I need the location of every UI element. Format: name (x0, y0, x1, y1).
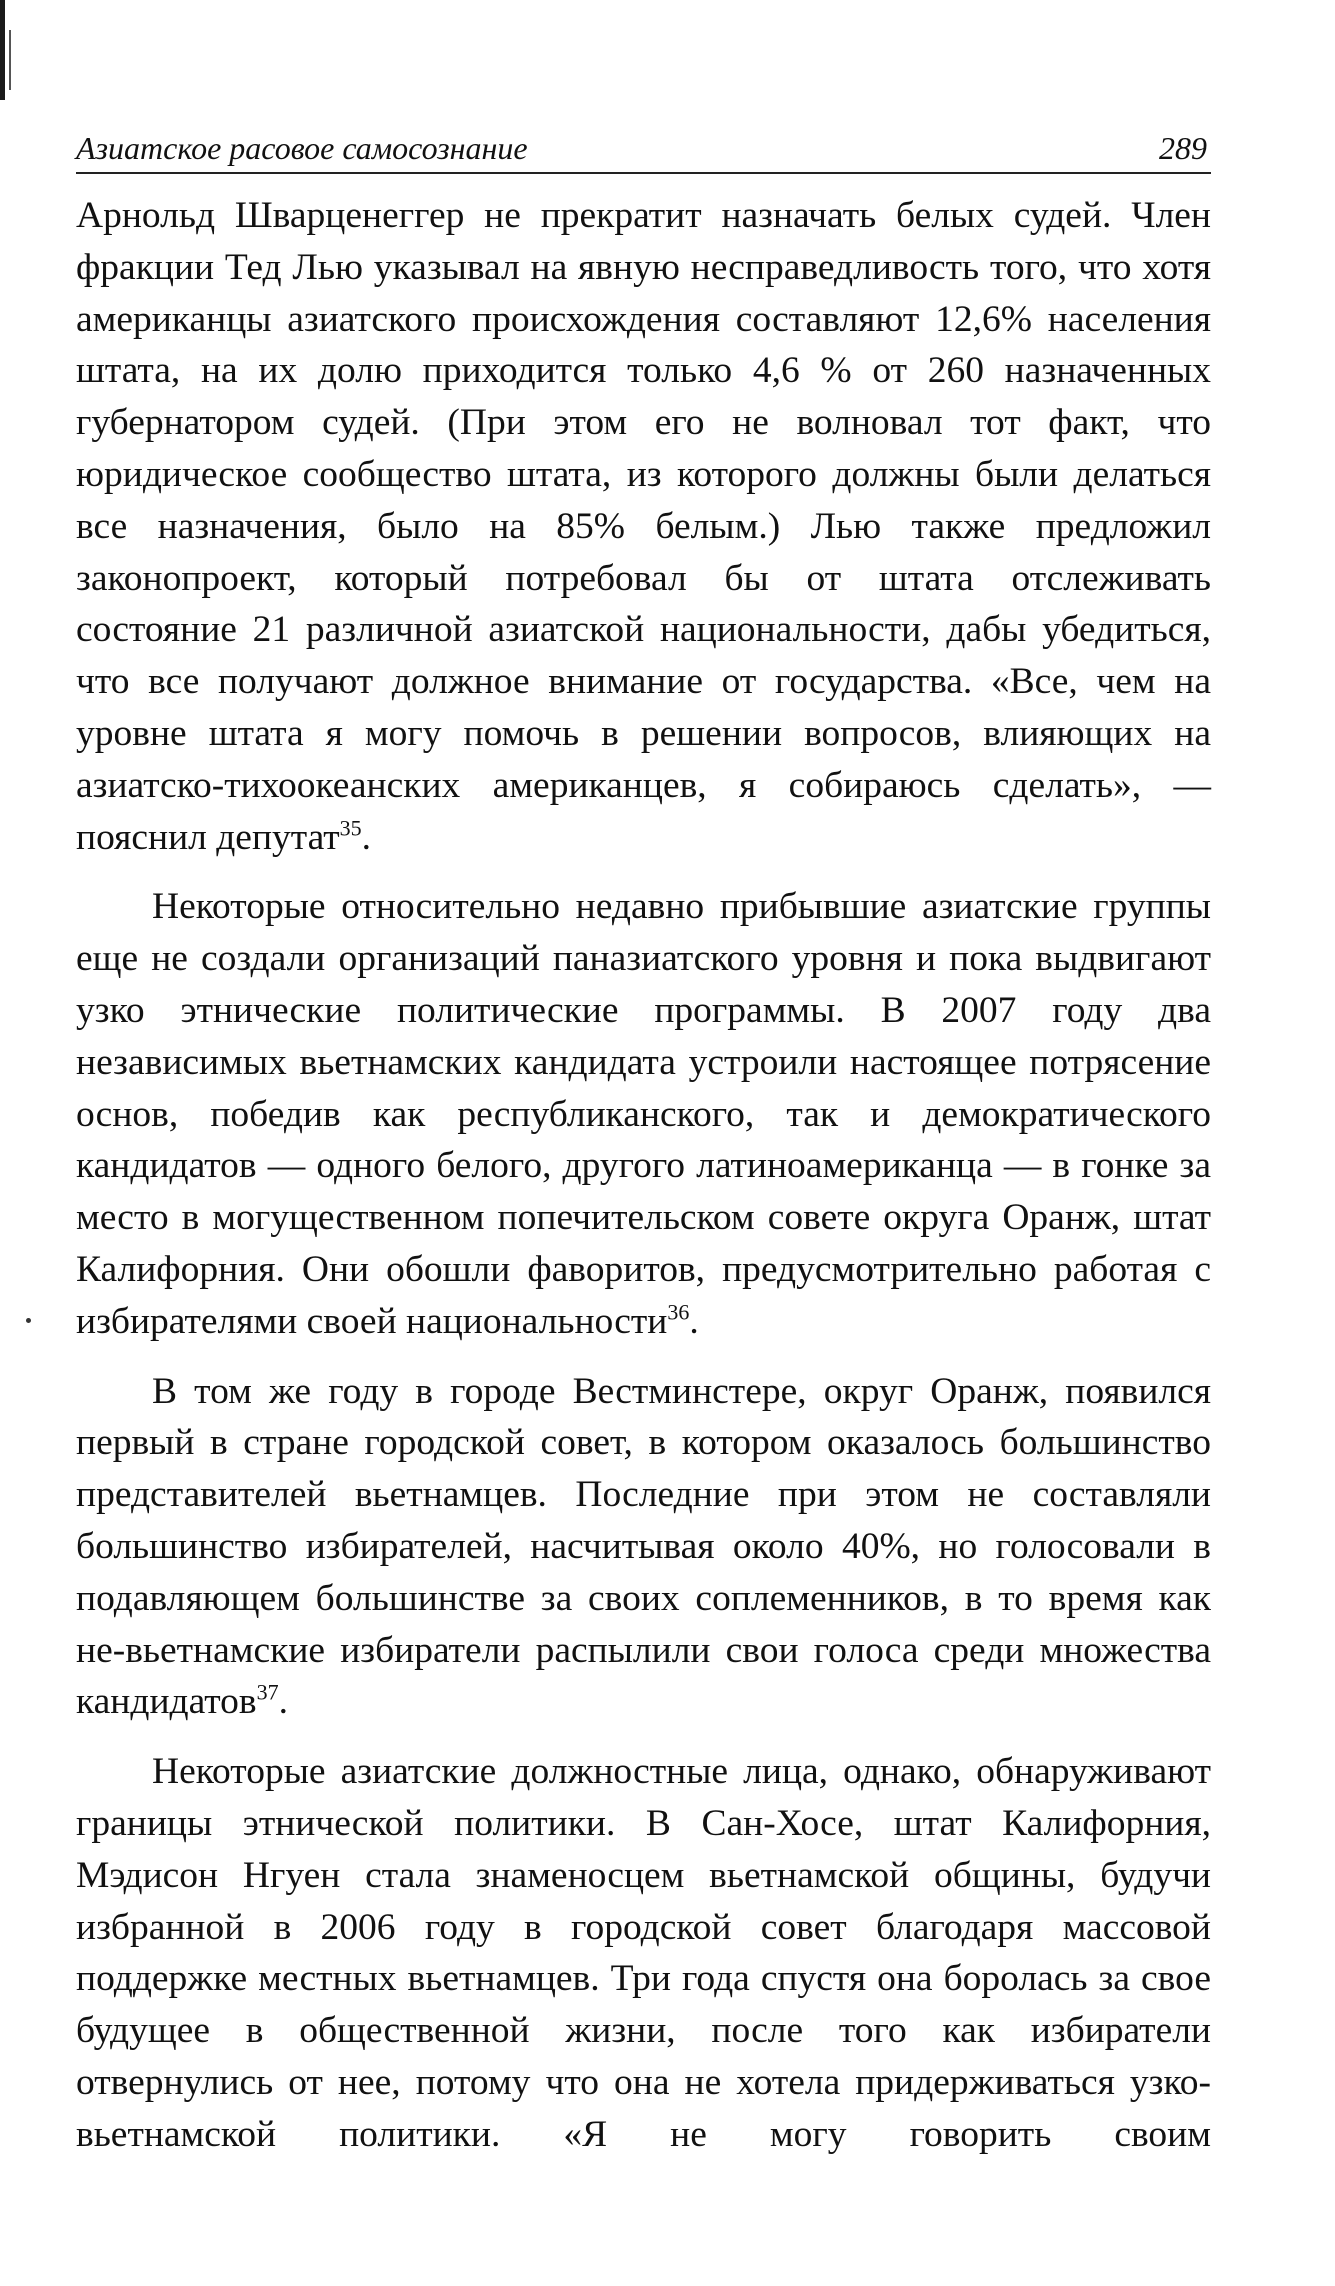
paragraph-3: В том же году в городе Вестминстере, округ Оранж, появился первый в стране городской совет, в котором оказалось большинство представителей вьетнамцев. Последние при этом не составляли большинство избирателей, насчитывая около 40%, но голосовали в подавляющем большинстве за своих соплеменников, в то время как не-вьетнамские избиратели распылили свои голоса среди множества кандидатов$^{37}$. (76, 1370, 1211, 1723)
book-page (76, 128, 1211, 2178)
paragraph-1: Арнольд Шварценеггер не прекратит назначать белых судей. Член фракции Тед Лью указывал на явную несправедливость того, что хотя американцы азиатского происхождения составляют 12,6% населения штата, на их долю приходится только 4,6 % от 260 назначенных губернатором судей. (При этом его не волновал тот факт, что юридическое сообщество штата, из которого должны были делаться все назначения, было на 85% белым.) Лью также предложил законопроект, который потребовал бы от штата отслеживать состояние 21 различной азиатской национальности, дабы убедиться, что все получают должное внимание от государства. «Все, чем на уровне штата я могу помочь в решении вопросов, влияющих на азиатско-тихоокеанских американцев, я собираюсь сделать», — пояснил депутат$^{35}$. (76, 195, 1211, 858)
page-number: 289 (1159, 130, 1207, 166)
body-text (76, 190, 1211, 2160)
paragraph-1-text: Арнольд Шварценеггер не прекратит назначать белых судей. Член фракции Тед Лью указывал на явную несправедливость того, что хотя американцы азиатского происхождения составляют 12,6% населения штата, на их долю приходится только 4,6 % от 260 назначенных губернатором судей. (При этом его не волновал тот факт, что юридическое сообщество штата, из которого должны были делаться все назначения, было на 85% белым.) Лью также предложил законопроект, который потребовал бы от штата отслеживать состояние 21 различной азиатской национальности, дабы убедиться, что все получают должное внимание от государства. «Все, чем на уровне штата я могу помочь в решении вопросов, влияющих на азиатско-тихоокеанских американцев, я собираюсь сделать», — пояснил депутат (76, 195, 1211, 858)
footnote-ref-35: 35 (339, 815, 362, 841)
running-header (76, 128, 1211, 174)
running-title: Азиатское расовое самосознание (76, 130, 528, 166)
paragraph-4-text: Некоторые азиатские должностные лица, однако, обнаруживают границы этнической политики. В Сан-Хосе, штат Калифорния, Мэдисон Нгуен стала знаменосцем вьетнамской общины, будучи избранной в 2006 году в городской совет благодаря массовой поддержке местных вьетнамцев. Три года спустя она боролась за свое будущее в общественной жизни, после того как избиратели отвернулись от нее, потому что она не хотела придерживаться узко-вьетнамской политики. «Я не могу говорить своим (76, 1751, 1211, 2155)
paragraph-4 (76, 1746, 1211, 2160)
footnote-ref-36: 36 (667, 1299, 690, 1325)
margin-speck (26, 1318, 31, 1323)
footnote-ref-37: 37 (256, 1679, 279, 1705)
scan-edge-mark (0, 0, 5, 100)
paragraph-3-text: В том же году в городе Вестминстере, округ Оранж, появился первый в стране городской совет, в котором оказалось большинство представителей вьетнамцев. Последние при этом не составляли большинство избирателей, насчитывая около 40%, но голосовали в подавляющем большинстве за своих соплеменников, в то время как не-вьетнамские избиратели распылили свои голоса среди множества кандидатов (76, 1370, 1211, 1723)
paragraph-2-text: Некоторые относительно недавно прибывшие азиатские группы еще не создали организаций паназиатского уровня и пока выдвигают узко этнические политические программы. В 2007 году два независимых вьетнамских кандидата устроили настоящее потрясение основ, победив как республиканского, так и демократического кандидатов — одного белого, другого латиноамериканца — в гонке за место в могущественном попечительском совете округа Оранж, штат Калифорния. Они обошли фаворитов, предусмотрительно работая с избирателями своей национальности (76, 886, 1211, 1342)
scan-edge-mark-secondary (9, 30, 11, 90)
paragraph-2: Некоторые относительно недавно прибывшие азиатские группы еще не создали организаций паназиатского уровня и пока выдвигают узко этнические политические программы. В 2007 году два независимых вьетнамских кандидата устроили настоящее потрясение основ, победив как республиканского, так и демократического кандидатов — одного белого, другого латиноамериканца — в гонке за место в могущественном попечительском совете округа Оранж, штат Калифорния. Они обошли фаворитов, предусмотрительно работая с избирателями своей национальности$^{36}$. (76, 886, 1211, 1342)
